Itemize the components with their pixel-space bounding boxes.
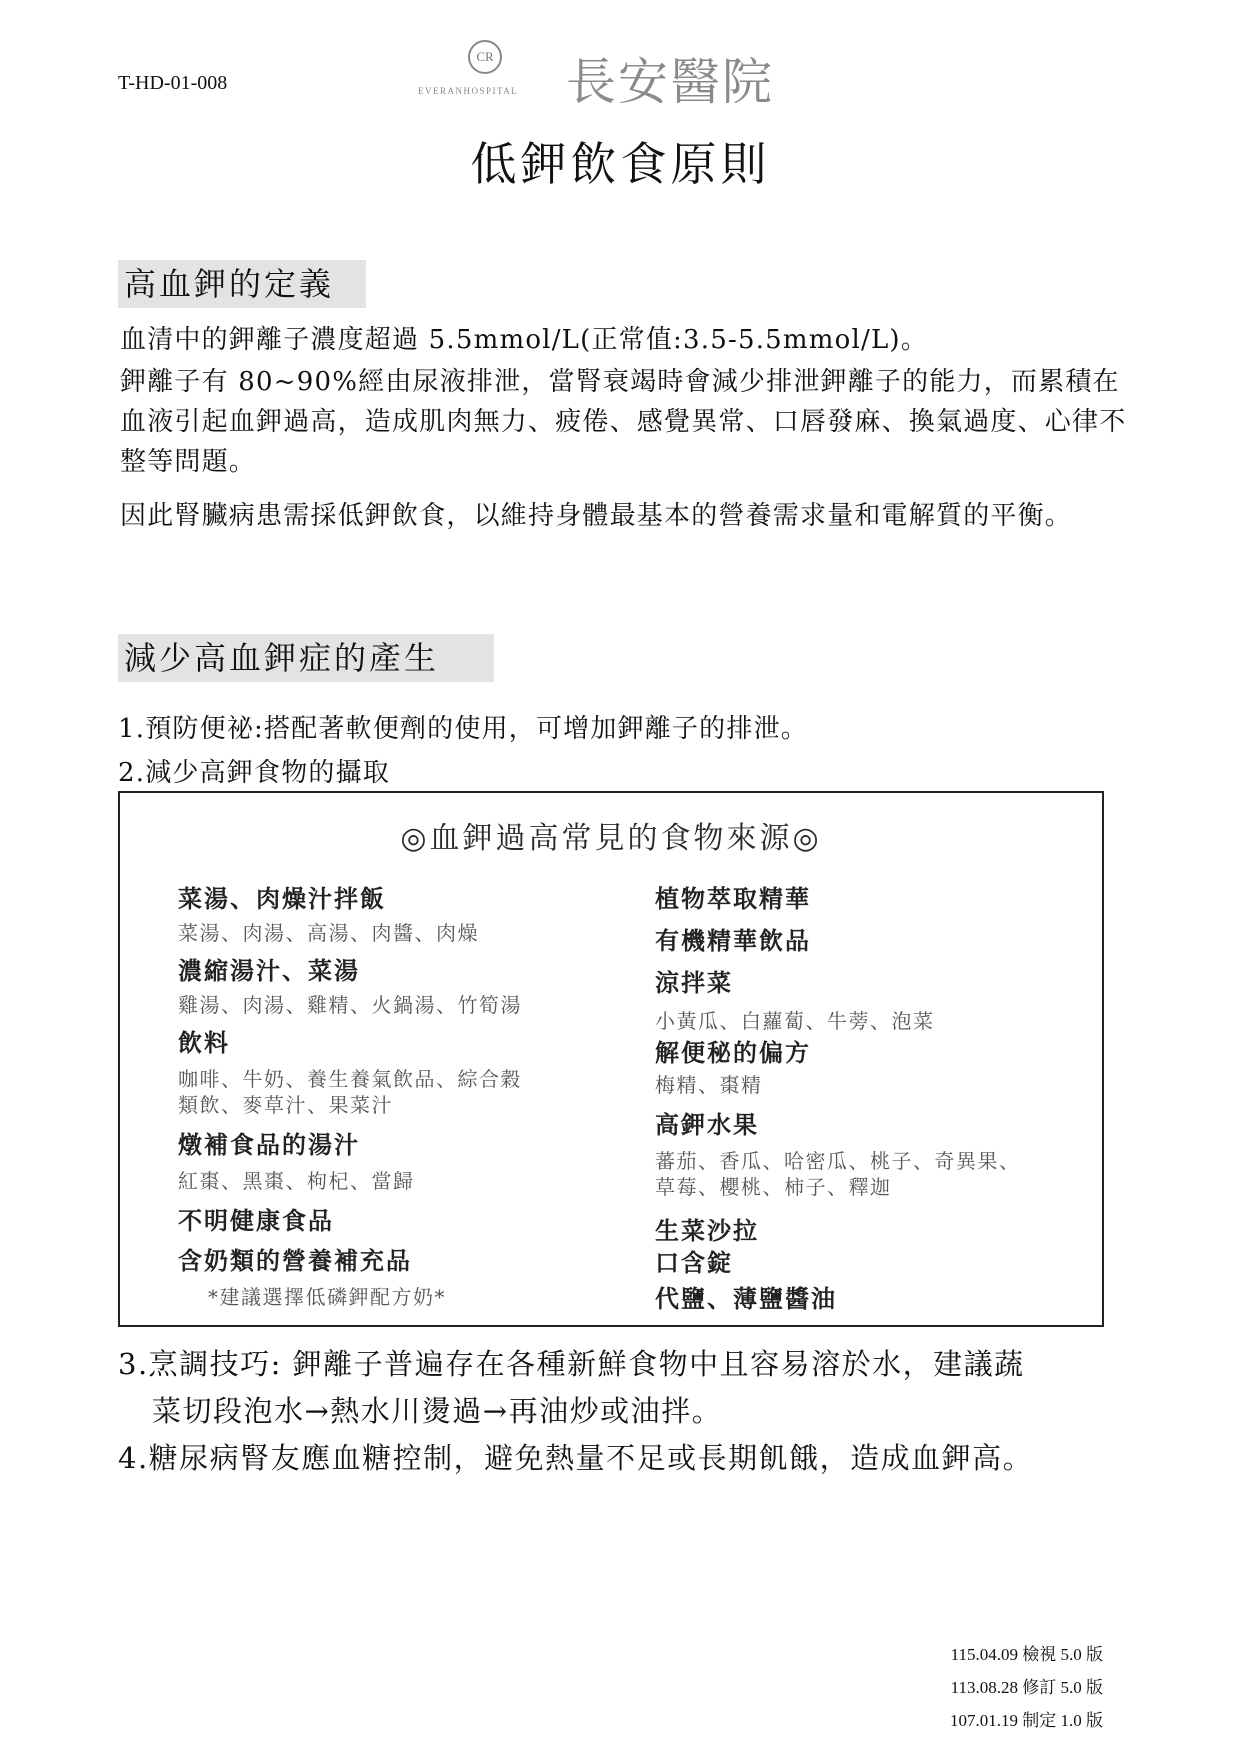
prevention-item-4: 4.糖尿病腎友應血糖控制，避免熱量不足或長期飢餓，造成血鉀高。 [118,1441,1034,1475]
food-category: 菜湯、肉燥汁拌飯 [178,884,386,913]
food-detail: 雞湯、肉湯、雞精、火鍋湯、竹筍湯 [178,993,522,1017]
food-detail: 蕃茄、香瓜、哈密瓜、桃子、奇異果、 [655,1149,1021,1173]
revision-note: 107.01.19 制定 1.0 版 [950,1711,1103,1730]
food-detail: 梅精、棗精 [655,1073,763,1097]
food-category: 生菜沙拉 [655,1216,759,1245]
food-category: 不明健康食品 [178,1206,334,1235]
prevention-item-1: 1.預防便祕:搭配著軟便劑的使用，可增加鉀離子的排泄。 [118,714,808,744]
definition-paragraph-3: 因此腎臟病患需採低鉀飲食，以維持身體最基本的營養需求量和電解質的平衡。 [120,501,1073,531]
definition-paragraph-2: 鉀離子有 80~90%經由尿液排泄，當腎衰竭時會減少排泄鉀離子的能力，而累積在血液引起血鉀過高，造成肌肉無力、疲倦、感覺異常、口唇發麻、換氣過度、心律不整等問題。 [120,367,1127,477]
hospital-logo [418,40,818,111]
food-detail: 咖啡、牛奶、養生養氣飲品、綜合穀 [178,1067,522,1091]
food-category: 含奶類的營養補充品 [178,1246,412,1275]
prevention-item-3: 3.烹調技巧: 鉀離子普遍存在各種新鮮食物中且容易溶於水，建議蔬 [118,1347,1025,1381]
food-category: 解便秘的偏方 [655,1038,811,1067]
food-box-title: ◎血鉀過高常見的食物來源◎ [400,821,822,856]
food-detail: 小黃瓜、白蘿蔔、牛蒡、泡菜 [655,1009,935,1033]
food-category: 有機精華飲品 [655,926,811,955]
food-note: *建議選擇低磷鉀配方奶* [208,1285,446,1309]
food-detail: 菜湯、肉湯、高湯、肉醬、肉燥 [178,921,479,945]
food-detail: 草莓、櫻桃、柿子、釋迦 [655,1175,892,1199]
food-category: 涼拌菜 [655,968,733,997]
food-category: 飲料 [178,1028,230,1057]
food-category: 燉補食品的湯汁 [178,1130,360,1159]
food-category: 植物萃取精華 [655,884,811,913]
food-category: 口含錠 [655,1248,733,1277]
revision-note: 115.04.09 檢視 5.0 版 [950,1645,1103,1664]
food-detail: 類飲、麥草汁、果菜汁 [178,1093,393,1117]
food-category: 高鉀水果 [655,1110,759,1139]
doc-code: T-HD-01-008 [118,72,228,94]
definition-paragraph-1: 血清中的鉀離子濃度超過 5.5mmol/L(正常值:3.5-5.5mmol/L)。 [120,325,928,355]
logo-english-name: EVERANHOSPITAL [418,86,519,96]
prevention-item-2: 2.減少高鉀食物的攝取 [118,758,391,788]
food-detail: 紅棗、黑棗、枸杞、當歸 [178,1169,415,1193]
logo-mark-icon: CR [468,40,502,74]
document-title: 低鉀飲食原則 [470,137,771,191]
food-category: 代鹽、薄鹽醬油 [655,1284,837,1313]
logo-chinese-name: 長安醫院 [566,53,774,111]
section-heading-prevention: 減少高血鉀症的產生 [118,634,494,682]
high-potassium-food-box [118,791,1104,1327]
prevention-item-3-continued: 菜切段泡水→熱水川燙過→再油炒或油拌。 [152,1394,723,1428]
revision-note: 113.08.28 修訂 5.0 版 [950,1678,1103,1697]
food-category: 濃縮湯汁、菜湯 [178,956,360,985]
section-heading-definition: 高血鉀的定義 [118,260,366,308]
